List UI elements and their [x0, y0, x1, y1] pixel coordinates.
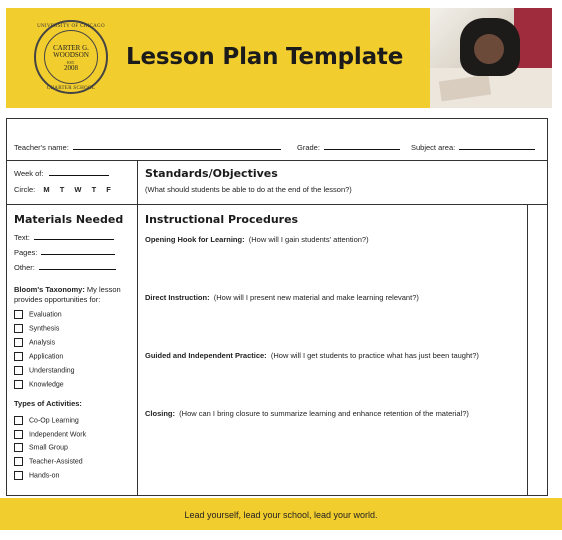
opening-hook-text: (How will I gain students' attention?)	[248, 235, 369, 244]
day-thursday[interactable]: T	[91, 185, 97, 194]
closing-text: (How can I bring closure to summarize learning and enhance retention of the material?)	[179, 409, 469, 418]
week-cell	[7, 161, 138, 205]
other-label: Other:	[14, 263, 35, 272]
checkbox-independent-work[interactable]	[14, 430, 86, 439]
activities-heading: Types of Activities:	[14, 399, 82, 408]
footer-tagline: Lead yourself, lead your school, lead your world.	[184, 510, 378, 520]
opening-hook-prompt	[145, 235, 369, 244]
week-of-line[interactable]	[49, 169, 109, 176]
checkbox-co-op-learning[interactable]	[14, 416, 79, 425]
checkbox-label: Evaluation	[29, 311, 62, 319]
pages-field[interactable]	[14, 248, 115, 257]
checkbox-box[interactable]	[14, 471, 23, 480]
guided-practice-text: (How will I get students to practice what has just been taught?)	[270, 351, 479, 360]
text-line[interactable]	[34, 233, 114, 240]
checkbox-label: Knowledge	[29, 381, 64, 389]
blooms-taxonomy-intro	[14, 285, 121, 305]
checkbox-hands-on[interactable]	[14, 471, 59, 480]
opening-hook-label: Opening Hook for Learning:	[145, 235, 245, 244]
checkbox-box[interactable]	[14, 366, 23, 375]
checkbox-evaluation[interactable]	[14, 310, 62, 319]
checkbox-box[interactable]	[14, 324, 23, 333]
materials-heading: Materials Needed	[14, 213, 124, 226]
checkbox-label: Analysis	[29, 339, 56, 347]
seal-ring-bottom: CHARTER SCHOOL	[46, 86, 96, 91]
day-friday[interactable]: F	[106, 185, 111, 194]
checkbox-box[interactable]	[14, 380, 23, 389]
subject-area-field[interactable]	[411, 143, 535, 152]
week-of-field[interactable]	[14, 169, 109, 178]
subject-area-line[interactable]	[459, 143, 535, 150]
checkbox-label: Small Group	[29, 444, 68, 452]
pages-label: Pages:	[14, 248, 38, 257]
day-wednesday[interactable]: W	[74, 185, 82, 194]
school-seal-logo	[34, 20, 108, 94]
standards-heading: Standards/Objectives	[145, 167, 278, 180]
blooms-taxonomy-label: Bloom's Taxonomy:	[14, 285, 85, 294]
instructional-procedures-cell[interactable]	[138, 205, 528, 495]
blooms-taxonomy-text-1: My lesson	[84, 285, 121, 294]
day-monday[interactable]: M	[43, 185, 50, 194]
circle-days-row	[14, 185, 111, 194]
week-of-label: Week of:	[14, 169, 44, 178]
classroom-photo	[430, 8, 552, 108]
header-banner	[6, 8, 552, 108]
grade-field[interactable]	[297, 143, 400, 152]
checkbox-teacher-assisted[interactable]	[14, 457, 83, 466]
checkbox-label: Co-Op Learning	[29, 417, 79, 425]
blooms-taxonomy-text-2: provides opportunities for:	[14, 294, 101, 304]
page-title: Lesson Plan Template	[126, 44, 404, 70]
teacher-name-line[interactable]	[73, 143, 281, 150]
checkbox-label: Understanding	[29, 367, 75, 375]
guided-practice-prompt	[145, 351, 479, 360]
checkbox-label: Independent Work	[29, 431, 87, 439]
checkbox-small-group[interactable]	[14, 443, 68, 452]
standards-cell[interactable]	[138, 161, 547, 205]
checkbox-label: Synthesis	[29, 325, 60, 333]
checkbox-box[interactable]	[14, 430, 23, 439]
teacher-name-label: Teacher's name:	[14, 143, 69, 152]
closing-prompt	[145, 409, 469, 418]
standards-prompt: (What should students be able to do at the end of the lesson?)	[145, 185, 352, 194]
checkbox-synthesis[interactable]	[14, 324, 59, 333]
checkbox-label: Teacher-Assisted	[29, 458, 83, 466]
side-margin-column	[528, 205, 547, 495]
direct-instruction-label: Direct Instruction:	[145, 293, 210, 302]
lesson-plan-form	[6, 118, 548, 496]
seal-name-last: WOODSON	[53, 51, 89, 60]
grade-line[interactable]	[324, 143, 400, 150]
direct-instruction-prompt	[145, 293, 419, 302]
text-field[interactable]	[14, 233, 114, 242]
teacher-name-field[interactable]	[14, 143, 281, 152]
checkbox-label: Hands-on	[29, 472, 60, 480]
closing-label: Closing:	[145, 409, 175, 418]
checkbox-box[interactable]	[14, 310, 23, 319]
checkbox-box[interactable]	[14, 457, 23, 466]
grade-label: Grade:	[297, 143, 320, 152]
seal-year: 2008	[64, 63, 78, 72]
checkbox-application[interactable]	[14, 352, 63, 361]
checkbox-analysis[interactable]	[14, 338, 55, 347]
teacher-info-row	[7, 119, 547, 161]
checkbox-box[interactable]	[14, 352, 23, 361]
instructional-procedures-heading: Instructional Procedures	[145, 213, 299, 226]
other-field[interactable]	[14, 263, 116, 272]
materials-cell	[7, 205, 138, 495]
seal-ring-top: UNIVERSITY OF CHICAGO	[37, 24, 105, 29]
seal-inner	[44, 30, 98, 84]
text-label: Text:	[14, 233, 30, 242]
day-tuesday[interactable]: T	[59, 185, 65, 194]
checkbox-knowledge[interactable]	[14, 380, 64, 389]
checkbox-box[interactable]	[14, 338, 23, 347]
seal-est: EST.	[67, 59, 75, 65]
checkbox-box[interactable]	[14, 416, 23, 425]
circle-label: Circle:	[14, 185, 36, 194]
checkbox-box[interactable]	[14, 443, 23, 452]
checkbox-label: Application	[29, 353, 64, 361]
checkbox-understanding[interactable]	[14, 366, 75, 375]
subject-area-label: Subject area:	[411, 143, 456, 152]
pages-line[interactable]	[41, 248, 115, 255]
guided-practice-label: Guided and Independent Practice:	[145, 351, 267, 360]
other-line[interactable]	[39, 263, 116, 270]
seal-name-first: CARTER G.	[53, 44, 89, 52]
footer-banner	[0, 498, 562, 530]
direct-instruction-text: (How will I present new material and make learning relevant?)	[213, 293, 419, 302]
photo-student-face-shape	[474, 34, 504, 64]
